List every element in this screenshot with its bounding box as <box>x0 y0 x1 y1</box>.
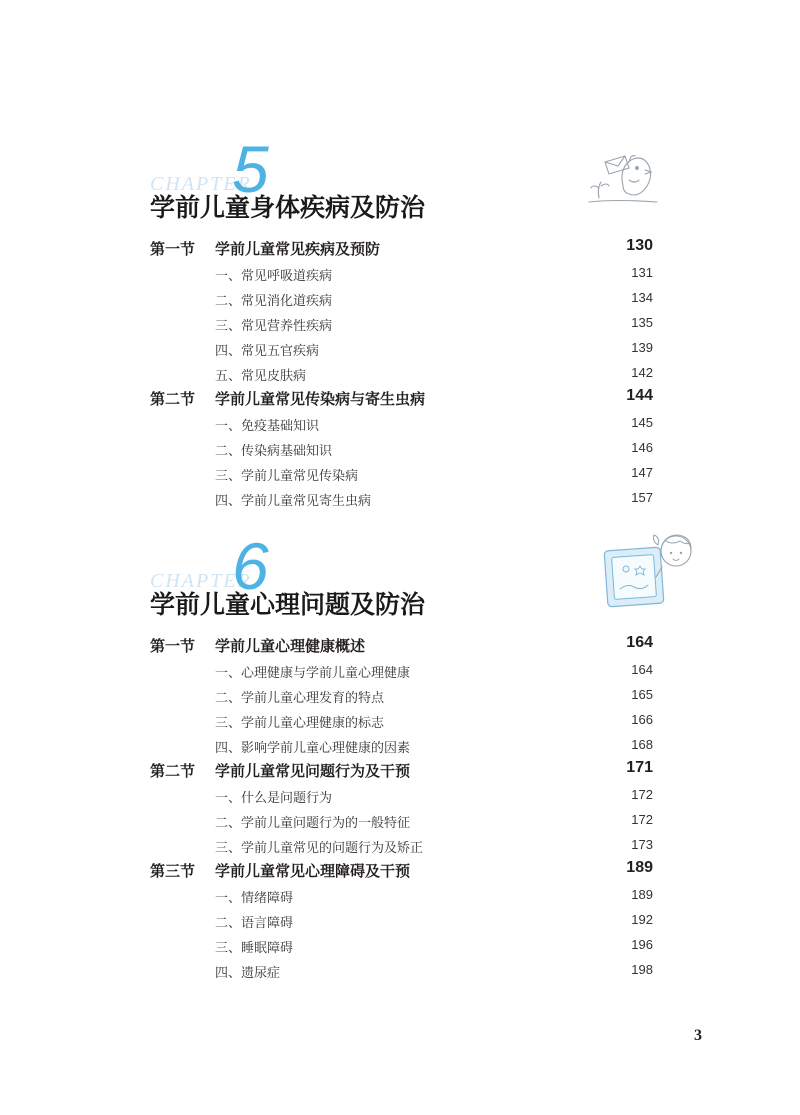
toc-item[interactable] <box>150 361 653 386</box>
item-title: 一、情绪障碍 <box>215 891 294 906</box>
toc-item[interactable] <box>150 783 653 808</box>
section-label: 第一节 <box>150 637 196 655</box>
item-page: 147 <box>631 465 653 480</box>
toc-item[interactable] <box>150 261 653 286</box>
toc-item[interactable] <box>150 883 653 908</box>
item-page: 166 <box>631 712 653 727</box>
section-page: 130 <box>626 237 653 254</box>
item-title: 二、语言障碍 <box>215 916 294 931</box>
child-with-board-illustration <box>598 527 703 612</box>
section-title: 学前儿童常见心理障碍及干预 <box>215 862 411 880</box>
section-row[interactable] <box>150 386 653 411</box>
chapter-word: CHAPTER <box>150 173 252 195</box>
item-page: 134 <box>631 290 653 305</box>
item-page: 164 <box>631 662 653 677</box>
section-title: 学前儿童常见问题行为及干预 <box>215 762 411 780</box>
item-title: 三、学前儿童常见的问题行为及矫正 <box>215 841 424 856</box>
item-page: 172 <box>631 787 653 802</box>
chapter-number: 5 <box>232 132 269 206</box>
section-title: 学前儿童常见疾病及预防 <box>215 240 381 258</box>
item-page: 168 <box>631 737 653 752</box>
toc-item[interactable] <box>150 683 653 708</box>
item-title: 一、什么是问题行为 <box>215 791 333 806</box>
item-title: 一、心理健康与学前儿童心理健康 <box>215 666 411 681</box>
section-label: 第二节 <box>150 762 196 780</box>
item-page: 135 <box>631 315 653 330</box>
chapter-word: CHAPTER <box>150 570 252 592</box>
toc-item[interactable] <box>150 958 653 983</box>
item-page: 139 <box>631 340 653 355</box>
item-page: 131 <box>631 265 653 280</box>
chapter-heading <box>150 529 653 619</box>
item-page: 142 <box>631 365 653 380</box>
item-page: 196 <box>631 937 653 952</box>
chapter-title: 学前儿童身体疾病及防治 <box>150 193 426 222</box>
item-title: 三、常见营养性疾病 <box>215 319 333 334</box>
section-label: 第一节 <box>150 240 196 258</box>
item-title: 二、学前儿童问题行为的一般特征 <box>215 816 411 831</box>
item-page: 198 <box>631 962 653 977</box>
item-page: 145 <box>631 415 653 430</box>
item-title: 一、常见呼吸道疾病 <box>215 269 333 284</box>
item-page: 146 <box>631 440 653 455</box>
item-title: 三、学前儿童常见传染病 <box>215 469 359 484</box>
toc-item[interactable] <box>150 336 653 361</box>
chapter-toc <box>150 236 653 511</box>
chapter-6 <box>150 529 653 981</box>
toc-item[interactable] <box>150 933 653 958</box>
chapter-5 <box>150 132 653 509</box>
section-row[interactable] <box>150 236 653 261</box>
toc-item[interactable] <box>150 461 653 486</box>
item-title: 一、免疫基础知识 <box>215 419 320 434</box>
section-title: 学前儿童常见传染病与寄生虫病 <box>215 390 426 408</box>
item-title: 二、常见消化道疾病 <box>215 294 333 309</box>
item-title: 四、遗尿症 <box>215 966 281 981</box>
item-page: 192 <box>631 912 653 927</box>
item-page: 189 <box>631 887 653 902</box>
toc-item[interactable] <box>150 733 653 758</box>
chapter-heading <box>150 132 653 222</box>
item-page: 172 <box>631 812 653 827</box>
toc-item[interactable] <box>150 833 653 858</box>
page-number: 3 <box>694 1027 702 1044</box>
section-title: 学前儿童心理健康概述 <box>215 637 366 655</box>
section-row[interactable] <box>150 758 653 783</box>
chapter-title: 学前儿童心理问题及防治 <box>150 590 426 619</box>
toc-item[interactable] <box>150 411 653 436</box>
item-title: 二、传染病基础知识 <box>215 444 333 459</box>
item-title: 四、学前儿童常见寄生虫病 <box>215 494 372 509</box>
chapter-toc <box>150 633 653 983</box>
toc-item[interactable] <box>150 658 653 683</box>
item-title: 五、常见皮肤病 <box>215 369 307 384</box>
toc-item[interactable] <box>150 486 653 511</box>
section-row[interactable] <box>150 858 653 883</box>
toc-item[interactable] <box>150 708 653 733</box>
item-title: 四、常见五官疾病 <box>215 344 320 359</box>
item-title: 三、学前儿童心理健康的标志 <box>215 716 385 731</box>
item-page: 173 <box>631 837 653 852</box>
item-page: 165 <box>631 687 653 702</box>
item-title: 三、睡眠障碍 <box>215 941 294 956</box>
section-label: 第二节 <box>150 390 196 408</box>
section-row[interactable] <box>150 633 653 658</box>
section-page: 189 <box>626 859 653 876</box>
item-title: 四、影响学前儿童心理健康的因素 <box>215 741 411 756</box>
toc-item[interactable] <box>150 808 653 833</box>
toc-item[interactable] <box>150 311 653 336</box>
section-label: 第三节 <box>150 862 196 880</box>
toc-item[interactable] <box>150 286 653 311</box>
section-page: 171 <box>626 759 653 776</box>
bird-illustration <box>585 142 665 207</box>
item-page: 157 <box>631 490 653 505</box>
chapter-number: 6 <box>232 529 269 603</box>
section-page: 144 <box>626 387 653 404</box>
item-title: 二、学前儿童心理发育的特点 <box>215 691 385 706</box>
toc-item[interactable] <box>150 436 653 461</box>
toc-item[interactable] <box>150 908 653 933</box>
section-page: 164 <box>626 634 653 651</box>
